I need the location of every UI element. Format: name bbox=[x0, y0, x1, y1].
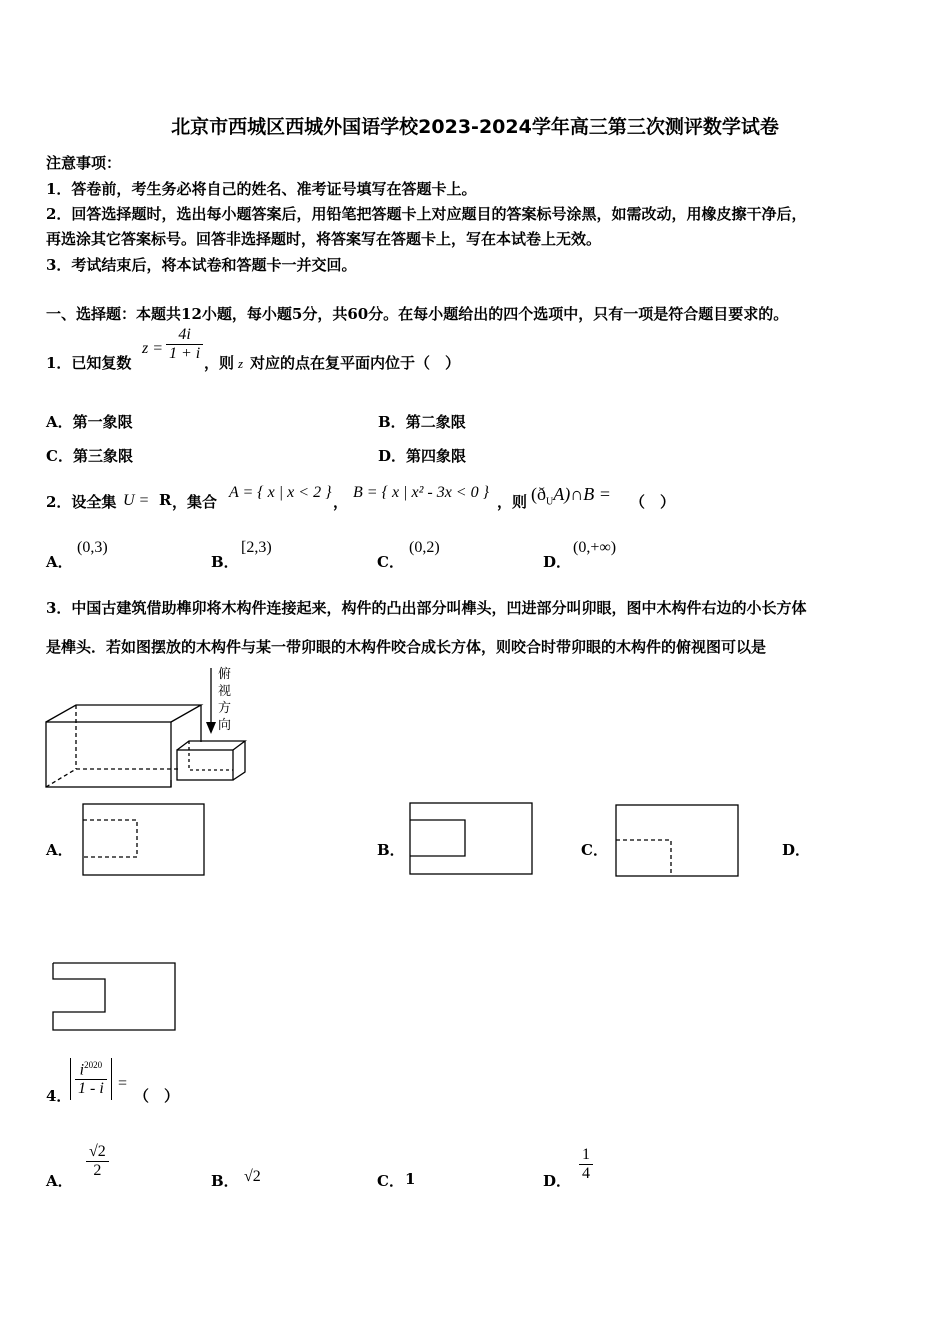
q1-z-eq: z = bbox=[142, 340, 164, 357]
q1-z: z bbox=[238, 356, 244, 371]
q1-option-c-text: 第三象限 bbox=[72, 447, 133, 465]
q4-option-a-value[interactable] bbox=[86, 1143, 109, 1180]
q4-suffix: （ ） bbox=[134, 1087, 180, 1105]
view-label-char-1: 俯 bbox=[218, 667, 232, 682]
notice-item-2-cont: 再选涂其它答案标号。回答非选择题时，将答案写在答题卡上，写在本试卷上无效。 bbox=[46, 230, 602, 248]
q3-line-2: 是榫头．若如图摆放的木构件与某一带卯眼的木构件咬合成长方体，则咬合时带卯眼的木构件的俯视图可以是 bbox=[46, 638, 767, 656]
q1-fraction bbox=[166, 326, 203, 363]
q1-option-a[interactable] bbox=[46, 411, 133, 432]
q1-suffix: 对应的点在复平面内位于（ ） bbox=[250, 354, 461, 372]
notice-item-2: 2．回答选择题时，选出每小题答案后，用铅笔把答题卡上对应题目的答案标号涂黑，如需改动，用橡皮擦干净后， bbox=[46, 205, 807, 223]
q1-option-d-text: 第四象限 bbox=[406, 447, 467, 465]
q4-option-d-label[interactable]: D． bbox=[543, 1172, 572, 1190]
q4-option-a-num: √2 bbox=[86, 1143, 109, 1162]
q4-option-a-label[interactable]: A． bbox=[46, 1172, 73, 1190]
tenon-hidden bbox=[189, 741, 233, 770]
q1-prefix: 1．已知复数 bbox=[46, 354, 132, 372]
q1-option-b-text: 第二象限 bbox=[405, 413, 466, 431]
q1-frac-den: 1 + i bbox=[169, 345, 201, 362]
q1-option-d-label: D． bbox=[378, 447, 407, 465]
q4-option-b-label[interactable]: B． bbox=[211, 1172, 239, 1190]
q2-mid2: ，则 bbox=[497, 493, 528, 511]
q2-R: R bbox=[159, 491, 172, 509]
q2-u-eq: U = bbox=[123, 492, 150, 509]
q4-option-c-value[interactable]: 1 bbox=[405, 1170, 416, 1188]
view-label-char-3: 方 bbox=[218, 701, 232, 716]
q2-option-c-label[interactable]: C． bbox=[377, 553, 404, 571]
q1-option-c[interactable] bbox=[46, 445, 133, 466]
q4-option-d-value[interactable] bbox=[579, 1146, 593, 1183]
q2-option-d-label[interactable]: D． bbox=[543, 553, 572, 571]
q1-option-b[interactable] bbox=[378, 411, 466, 432]
q4-option-c-label[interactable]: C． bbox=[377, 1172, 404, 1190]
q2-mid1: ，集合 bbox=[172, 493, 218, 511]
q2-suffix: （ ） bbox=[630, 493, 676, 511]
q4-den: 1 - i bbox=[78, 1080, 104, 1098]
q2-option-d-text[interactable]: (0,+∞) bbox=[573, 539, 617, 556]
q3-option-b-figure[interactable] bbox=[407, 800, 537, 878]
q1-frac-num: 4i bbox=[166, 326, 203, 345]
q4-abs-fraction bbox=[70, 1058, 112, 1100]
q2-comma: ， bbox=[333, 493, 349, 511]
q2-expr-head: (ð bbox=[531, 484, 546, 504]
q4-option-a-den: 2 bbox=[93, 1162, 102, 1179]
q1-option-b-label: B． bbox=[378, 413, 406, 431]
q4-prefix: 4． bbox=[46, 1087, 72, 1105]
q2-expr bbox=[531, 484, 611, 508]
q2-prefix: 2．设全集 bbox=[46, 493, 117, 511]
notice-heading: 注意事项： bbox=[46, 154, 122, 172]
view-arrow-head bbox=[206, 722, 216, 734]
q2-set-b: B = { x | x² - 3x < 0 } bbox=[353, 484, 489, 501]
q2-option-b-text[interactable]: [2,3) bbox=[241, 539, 272, 556]
q2-expr-sub: U bbox=[546, 496, 554, 508]
q1-mid: ，则 bbox=[204, 354, 235, 372]
notice-item-1: 1．答卷前，考生务必将自己的姓名、准考证号填写在答题卡上。 bbox=[46, 180, 477, 198]
q2-option-b-label[interactable]: B． bbox=[211, 553, 239, 571]
tenon-top bbox=[177, 741, 245, 750]
q2-option-a-text[interactable]: (0,3) bbox=[77, 539, 108, 556]
q1-option-c-label: C． bbox=[46, 447, 73, 465]
q4-num-exp: 2020 bbox=[84, 1060, 103, 1070]
q2-set-a: A = { x | x < 2 } bbox=[229, 484, 332, 501]
q4-num: i bbox=[79, 1061, 85, 1079]
big-box-hidden-bottom bbox=[46, 769, 178, 787]
q3-line-1: 3．中国古建筑借助榫卯将木构件连接起来，构件的凸出部分叫榫头，凹进部分叫卯眼，图中木构件右边的小长方体 bbox=[46, 599, 807, 617]
q3-view-label bbox=[218, 666, 231, 734]
q2-expr-tail: A)∩B = bbox=[553, 484, 611, 504]
q3-option-d-figure[interactable] bbox=[48, 958, 180, 1036]
notice-item-3: 3．考试结束后，将本试卷和答题卡一并交回。 bbox=[46, 256, 357, 274]
q3-option-a-label[interactable]: A． bbox=[46, 841, 73, 859]
q3-option-b-label[interactable]: B． bbox=[377, 841, 405, 859]
q2-option-c-text[interactable]: (0,2) bbox=[409, 539, 440, 556]
q3-option-c-figure[interactable] bbox=[613, 802, 743, 880]
q1-option-a-text: 第一象限 bbox=[72, 413, 133, 431]
big-box-front bbox=[46, 722, 171, 787]
section-heading: 一、选择题：本题共12小题，每小题5分，共60分。在每小题给出的四个选项中，只有一项是符合题目要求的。 bbox=[46, 305, 789, 323]
q3-option-d-label[interactable]: D． bbox=[782, 841, 811, 859]
q3-option-a-figure[interactable] bbox=[80, 802, 208, 878]
q4-eq: = bbox=[118, 1075, 128, 1092]
q1-option-a-label: A． bbox=[46, 413, 73, 431]
tenon-right bbox=[233, 741, 245, 780]
q4-option-d-num: 1 bbox=[579, 1146, 593, 1165]
q3-option-c-label[interactable]: C． bbox=[581, 841, 608, 859]
q1-option-d[interactable] bbox=[378, 445, 466, 466]
view-label-char-4: 向 bbox=[218, 718, 232, 733]
view-label-char-2: 视 bbox=[218, 684, 232, 699]
q4-option-d-den: 4 bbox=[582, 1165, 590, 1182]
tenon-front bbox=[177, 750, 233, 780]
page-title: 北京市西城区西城外国语学校2023-2024学年高三第三次测评数学试卷 bbox=[171, 116, 779, 138]
q2-option-a-label[interactable]: A． bbox=[46, 553, 73, 571]
q4-option-b-value[interactable]: √2 bbox=[244, 1168, 261, 1185]
big-box-top bbox=[46, 705, 201, 722]
